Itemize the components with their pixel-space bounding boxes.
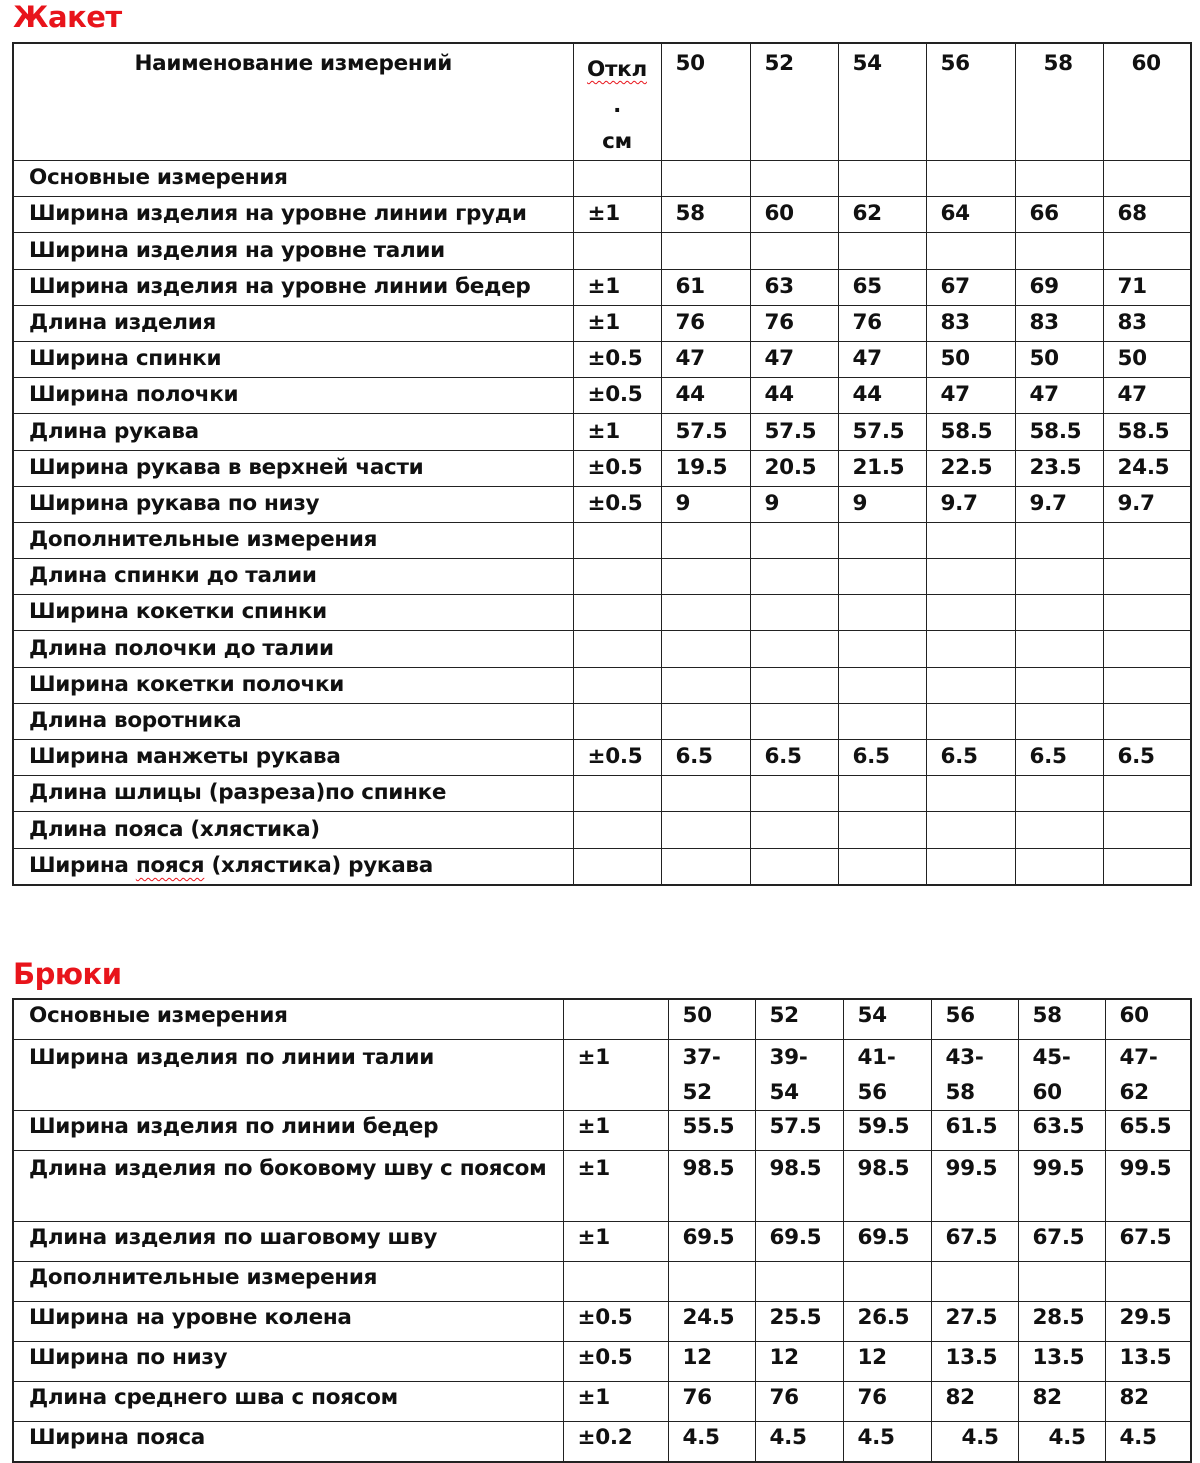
- table-row: [13, 305, 1191, 341]
- value-cell: 47: [750, 341, 838, 377]
- tolerance-cell: [563, 1262, 668, 1302]
- value-cell: 76: [838, 305, 926, 341]
- value-cell: [838, 522, 926, 558]
- measurement-name: Ширина пояса: [13, 1422, 563, 1463]
- value-cell: [661, 703, 750, 739]
- value-cell: 47: [1015, 378, 1103, 414]
- measurement-name: Ширина изделия по линии талии: [13, 1040, 563, 1111]
- measurement-name: Ширина изделия на уровне талии: [13, 233, 573, 269]
- table-row: [13, 559, 1191, 595]
- value-cell: [1103, 595, 1191, 631]
- header-size: 50: [661, 43, 750, 161]
- value-cell: [661, 667, 750, 703]
- value-cell: 55.5: [668, 1111, 755, 1151]
- tolerance-cell: [573, 559, 661, 595]
- measurement-name: Ширина на уровне колена: [13, 1302, 563, 1342]
- measurement-name: Длина изделия по шаговому шву: [13, 1222, 563, 1262]
- tolerance-cell: [573, 161, 661, 197]
- value-cell: 59.5: [843, 1111, 931, 1151]
- value-cell: 25.5: [755, 1302, 843, 1342]
- value-cell: 6.5: [661, 740, 750, 776]
- table-row: [13, 667, 1191, 703]
- tolerance-cell: ±1: [563, 1382, 668, 1422]
- value-cell: 69.5: [843, 1222, 931, 1262]
- measurement-name: Ширина изделия на уровне линии груди: [13, 197, 573, 233]
- value-cell: 76: [668, 1382, 755, 1422]
- value-cell: 39- 54: [755, 1040, 843, 1111]
- table-row: [13, 740, 1191, 776]
- value-cell: 82: [1018, 1382, 1105, 1422]
- tolerance-cell: ±1: [573, 269, 661, 305]
- table-row: [13, 1302, 1191, 1342]
- value-cell: [838, 667, 926, 703]
- value-cell: 44: [750, 378, 838, 414]
- value-cell: [838, 161, 926, 197]
- header-tolerance-dot: .: [613, 93, 621, 118]
- value-cell: [926, 161, 1015, 197]
- table-row: [13, 631, 1191, 667]
- measurement-name: Длина среднего шва с поясом: [13, 1382, 563, 1422]
- measurement-name: Длина пояса (хлястика): [13, 812, 573, 848]
- value-cell: 83: [1103, 305, 1191, 341]
- table-row: [13, 812, 1191, 848]
- value-cell: [750, 161, 838, 197]
- header-size: 56: [926, 43, 1015, 161]
- measurement-name: Ширина рукава по низу: [13, 486, 573, 522]
- jacket-header-row: [13, 43, 1191, 161]
- value-cell: [926, 703, 1015, 739]
- value-cell: 26.5: [843, 1302, 931, 1342]
- value-cell: 76: [755, 1382, 843, 1422]
- value-cell: 66: [1015, 197, 1103, 233]
- header-tolerance-word: Откл: [587, 57, 647, 82]
- table-row: [13, 450, 1191, 486]
- value-cell: 9: [838, 486, 926, 522]
- tolerance-cell: ±0.2: [563, 1422, 668, 1463]
- value-cell: [926, 812, 1015, 848]
- tolerance-cell: [573, 812, 661, 848]
- measurement-name: Длина изделия по боковому шву с поясом: [13, 1151, 563, 1222]
- value-cell: 61.5: [931, 1111, 1018, 1151]
- value-cell: [661, 776, 750, 812]
- value-cell: 23.5: [1015, 450, 1103, 486]
- value-cell: 41- 56: [843, 1040, 931, 1111]
- table-row: [13, 1111, 1191, 1151]
- measurement-name: Ширина манжеты рукава: [13, 740, 573, 776]
- measurement-name: Длина рукава: [13, 414, 573, 450]
- value-cell: [926, 776, 1015, 812]
- value-cell: [661, 161, 750, 197]
- value-cell: [1103, 812, 1191, 848]
- value-cell: 58.5: [1103, 414, 1191, 450]
- measurement-name: Ширина кокетки спинки: [13, 595, 573, 631]
- value-cell: 50: [1103, 341, 1191, 377]
- value-cell: [1015, 161, 1103, 197]
- value-cell: [1015, 522, 1103, 558]
- measurement-name: Ширина изделия по линии бедер: [13, 1111, 563, 1151]
- table-row: [13, 703, 1191, 739]
- table-row: [13, 848, 1191, 885]
- tolerance-cell: [573, 667, 661, 703]
- tolerance-cell: ±0.5: [563, 1302, 668, 1342]
- value-cell: [1103, 703, 1191, 739]
- table-row: [13, 595, 1191, 631]
- tolerance-cell: [573, 631, 661, 667]
- value-cell: 67: [926, 269, 1015, 305]
- value-cell: 20.5: [750, 450, 838, 486]
- value-cell: 82: [1105, 1382, 1191, 1422]
- value-cell: [750, 812, 838, 848]
- value-cell: 9: [750, 486, 838, 522]
- value-cell: [750, 631, 838, 667]
- value-cell: [926, 848, 1015, 885]
- value-cell: [750, 848, 838, 885]
- value-cell: [750, 559, 838, 595]
- header-size: 52: [750, 43, 838, 161]
- value-cell: 6.5: [750, 740, 838, 776]
- value-cell: 98.5: [755, 1151, 843, 1222]
- measurement-name: Длина воротника: [13, 703, 573, 739]
- value-cell: 6.5: [926, 740, 1015, 776]
- value-cell: 24.5: [1103, 450, 1191, 486]
- value-cell: 50: [1015, 341, 1103, 377]
- value-cell: 76: [843, 1382, 931, 1422]
- value-cell: 47: [661, 341, 750, 377]
- measurement-name: Ширина изделия на уровне линии бедер: [13, 269, 573, 305]
- tolerance-cell: ±0.5: [563, 1342, 668, 1382]
- value-cell: [926, 233, 1015, 269]
- table-row: [13, 1151, 1191, 1222]
- value-cell: [1015, 812, 1103, 848]
- value-cell: [838, 703, 926, 739]
- measurement-name: Длина изделия: [13, 305, 573, 341]
- measurement-name: [13, 848, 573, 885]
- trousers-header-row: [13, 999, 1191, 1040]
- value-cell: [750, 595, 838, 631]
- tolerance-cell: [573, 522, 661, 558]
- value-cell: 67.5: [931, 1222, 1018, 1262]
- tolerance-cell: [573, 703, 661, 739]
- value-cell: [661, 233, 750, 269]
- value-cell: [926, 667, 1015, 703]
- table-row: [13, 1040, 1191, 1111]
- value-cell: [1103, 848, 1191, 885]
- value-cell: [838, 595, 926, 631]
- tolerance-cell: ±1: [563, 1040, 668, 1111]
- value-cell: [755, 1262, 843, 1302]
- trousers-title: Брюки: [13, 957, 122, 991]
- value-cell: 58.5: [1015, 414, 1103, 450]
- value-cell: [750, 703, 838, 739]
- table-row: [13, 233, 1191, 269]
- value-cell: [750, 522, 838, 558]
- value-cell: 57.5: [750, 414, 838, 450]
- value-cell: 67.5: [1018, 1222, 1105, 1262]
- value-cell: 9.7: [1103, 486, 1191, 522]
- value-cell: 6.5: [838, 740, 926, 776]
- tolerance-cell: ±0.5: [573, 486, 661, 522]
- value-cell: 63.5: [1018, 1111, 1105, 1151]
- table-row: [13, 197, 1191, 233]
- value-cell: 21.5: [838, 450, 926, 486]
- value-cell: [1015, 233, 1103, 269]
- measurement-name: Основные измерения: [13, 161, 573, 197]
- value-cell: [661, 522, 750, 558]
- value-cell: 99.5: [931, 1151, 1018, 1222]
- measurement-name-part: (хлястика) рукава: [204, 852, 433, 878]
- value-cell: 4.5: [668, 1422, 755, 1463]
- value-cell: 57.5: [661, 414, 750, 450]
- value-cell: 61: [661, 269, 750, 305]
- measurement-name: Ширина рукава в верхней части: [13, 450, 573, 486]
- tolerance-cell: ±1: [563, 1151, 668, 1222]
- value-cell: [843, 1262, 931, 1302]
- value-cell: [661, 559, 750, 595]
- value-cell: [1018, 1262, 1105, 1302]
- value-cell: [661, 631, 750, 667]
- value-cell: 98.5: [668, 1151, 755, 1222]
- value-cell: 4.5: [843, 1422, 931, 1463]
- value-cell: 27.5: [931, 1302, 1018, 1342]
- tolerance-cell: ±1: [573, 305, 661, 341]
- tolerance-cell: ±1: [563, 1222, 668, 1262]
- value-cell: 63: [750, 269, 838, 305]
- value-cell: 71: [1103, 269, 1191, 305]
- value-cell: [926, 631, 1015, 667]
- value-cell: 13.5: [1105, 1342, 1191, 1382]
- tolerance-cell: ±1: [573, 414, 661, 450]
- value-cell: 9: [661, 486, 750, 522]
- table-row: [13, 341, 1191, 377]
- measurement-name: Дополнительные измерения: [13, 522, 573, 558]
- tolerance-cell: [573, 233, 661, 269]
- table-row: [13, 776, 1191, 812]
- value-cell: [661, 595, 750, 631]
- header-tolerance: [573, 43, 661, 161]
- tolerance-cell: ±1: [573, 197, 661, 233]
- value-cell: 22.5: [926, 450, 1015, 486]
- measurement-name: Ширина по низу: [13, 1342, 563, 1382]
- value-cell: 28.5: [1018, 1302, 1105, 1342]
- header-tolerance-unit: см: [602, 129, 632, 154]
- value-cell: 50: [926, 341, 1015, 377]
- value-cell: [661, 848, 750, 885]
- value-cell: [750, 667, 838, 703]
- value-cell: 69.5: [755, 1222, 843, 1262]
- value-cell: 82: [931, 1382, 1018, 1422]
- value-cell: 83: [1015, 305, 1103, 341]
- measurement-name-part: Ширина: [29, 852, 136, 878]
- value-cell: 58: [661, 197, 750, 233]
- header-size: 60: [1105, 999, 1191, 1040]
- value-cell: 12: [843, 1342, 931, 1382]
- header-size: 60: [1103, 43, 1191, 161]
- table-row: [13, 486, 1191, 522]
- tolerance-cell: [573, 776, 661, 812]
- value-cell: [1015, 595, 1103, 631]
- value-cell: [1015, 631, 1103, 667]
- jacket-size-table: [12, 42, 1192, 886]
- value-cell: 69.5: [668, 1222, 755, 1262]
- value-cell: 13.5: [1018, 1342, 1105, 1382]
- value-cell: [750, 776, 838, 812]
- table-row: [13, 1342, 1191, 1382]
- measurement-name-part: пояся: [135, 852, 205, 878]
- trousers-size-table: [12, 998, 1192, 1463]
- value-cell: [668, 1262, 755, 1302]
- tolerance-cell: [573, 595, 661, 631]
- measurement-name: Длина спинки до талии: [13, 559, 573, 595]
- header-size: 50: [668, 999, 755, 1040]
- value-cell: 76: [750, 305, 838, 341]
- value-cell: 9.7: [926, 486, 1015, 522]
- value-cell: [838, 233, 926, 269]
- value-cell: 24.5: [668, 1302, 755, 1342]
- value-cell: 68: [1103, 197, 1191, 233]
- value-cell: [661, 812, 750, 848]
- value-cell: [926, 595, 1015, 631]
- value-cell: [838, 848, 926, 885]
- header-size: 52: [755, 999, 843, 1040]
- value-cell: [750, 233, 838, 269]
- measurement-name: Ширина кокетки полочки: [13, 667, 573, 703]
- value-cell: 4.5: [931, 1422, 1018, 1463]
- value-cell: 44: [661, 378, 750, 414]
- value-cell: 19.5: [661, 450, 750, 486]
- table-row: [13, 1422, 1191, 1463]
- measurement-name: Ширина спинки: [13, 341, 573, 377]
- value-cell: 57.5: [755, 1111, 843, 1151]
- value-cell: [1015, 559, 1103, 595]
- table-row: [13, 522, 1191, 558]
- value-cell: [1015, 848, 1103, 885]
- value-cell: 67.5: [1105, 1222, 1191, 1262]
- value-cell: 62: [838, 197, 926, 233]
- value-cell: 99.5: [1018, 1151, 1105, 1222]
- value-cell: 83: [926, 305, 1015, 341]
- measurement-name: Дополнительные измерения: [13, 1262, 563, 1302]
- value-cell: 44: [838, 378, 926, 414]
- measurement-name: Длина полочки до талии: [13, 631, 573, 667]
- value-cell: [1105, 1262, 1191, 1302]
- value-cell: 57.5: [838, 414, 926, 450]
- value-cell: 76: [661, 305, 750, 341]
- value-cell: [1015, 703, 1103, 739]
- jacket-title: Жакет: [13, 0, 122, 34]
- header-tolerance: [563, 999, 668, 1040]
- value-cell: [1103, 161, 1191, 197]
- tolerance-cell: ±1: [563, 1111, 668, 1151]
- value-cell: 13.5: [931, 1342, 1018, 1382]
- tolerance-cell: ±0.5: [573, 740, 661, 776]
- value-cell: [1015, 667, 1103, 703]
- table-row: [13, 1382, 1191, 1422]
- tolerance-cell: ±0.5: [573, 378, 661, 414]
- value-cell: 37- 52: [668, 1040, 755, 1111]
- table-row: [13, 414, 1191, 450]
- value-cell: [1015, 776, 1103, 812]
- value-cell: [931, 1262, 1018, 1302]
- value-cell: 64: [926, 197, 1015, 233]
- header-section-label: Основные измерения: [13, 999, 563, 1040]
- value-cell: [838, 812, 926, 848]
- value-cell: 65.5: [1105, 1111, 1191, 1151]
- value-cell: 6.5: [1103, 740, 1191, 776]
- value-cell: 4.5: [1105, 1422, 1191, 1463]
- tolerance-cell: [573, 848, 661, 885]
- value-cell: 69: [1015, 269, 1103, 305]
- value-cell: [838, 631, 926, 667]
- value-cell: [1103, 522, 1191, 558]
- value-cell: 47- 62: [1105, 1040, 1191, 1111]
- measurement-name: Длина шлицы (разреза)по спинке: [13, 776, 573, 812]
- value-cell: 58.5: [926, 414, 1015, 450]
- header-size: 58: [1018, 999, 1105, 1040]
- table-row: [13, 1222, 1191, 1262]
- value-cell: 43- 58: [931, 1040, 1018, 1111]
- value-cell: 47: [838, 341, 926, 377]
- value-cell: [1103, 667, 1191, 703]
- value-cell: 12: [755, 1342, 843, 1382]
- tolerance-cell: ±0.5: [573, 450, 661, 486]
- value-cell: 4.5: [1018, 1422, 1105, 1463]
- table-row: [13, 1262, 1191, 1302]
- measurement-name: Ширина полочки: [13, 378, 573, 414]
- value-cell: [838, 776, 926, 812]
- value-cell: 29.5: [1105, 1302, 1191, 1342]
- value-cell: [1103, 233, 1191, 269]
- table-row: [13, 269, 1191, 305]
- value-cell: [1103, 631, 1191, 667]
- value-cell: 65: [838, 269, 926, 305]
- value-cell: 99.5: [1105, 1151, 1191, 1222]
- table-row: [13, 378, 1191, 414]
- header-measurement-name: Наименование измерений: [13, 43, 573, 161]
- table-row: [13, 161, 1191, 197]
- value-cell: [926, 559, 1015, 595]
- value-cell: [1103, 559, 1191, 595]
- value-cell: [1103, 776, 1191, 812]
- value-cell: [838, 559, 926, 595]
- value-cell: 9.7: [1015, 486, 1103, 522]
- value-cell: [926, 522, 1015, 558]
- value-cell: 60: [750, 197, 838, 233]
- header-size: 54: [843, 999, 931, 1040]
- header-size: 56: [931, 999, 1018, 1040]
- value-cell: 12: [668, 1342, 755, 1382]
- tolerance-cell: ±0.5: [573, 341, 661, 377]
- value-cell: 47: [1103, 378, 1191, 414]
- value-cell: 4.5: [755, 1422, 843, 1463]
- header-size: 54: [838, 43, 926, 161]
- value-cell: 47: [926, 378, 1015, 414]
- value-cell: 6.5: [1015, 740, 1103, 776]
- value-cell: 98.5: [843, 1151, 931, 1222]
- value-cell: 45- 60: [1018, 1040, 1105, 1111]
- header-size: 58: [1015, 43, 1103, 161]
